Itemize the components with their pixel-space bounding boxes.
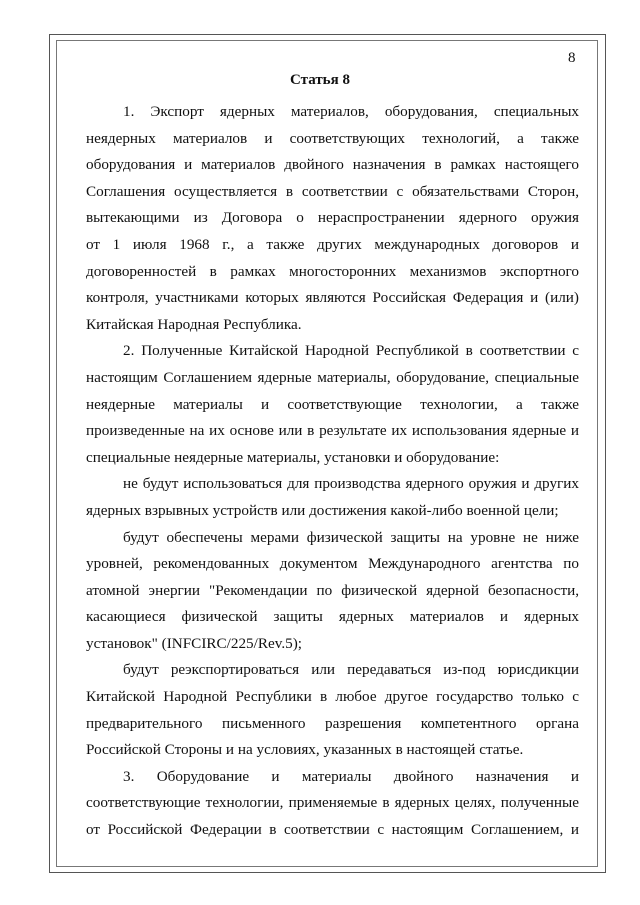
text-line: неядерные материалы и соответствующие технологии, а также [86,395,579,413]
text-line: от Российской Федерации в соответствии с настоящим Соглашением, и [86,821,579,839]
text-line: соответствующие технологии, применяемые в ядерных целях, полученные [86,794,579,812]
text-line: оборудования и материалов двойного назначения в рамках настоящего [86,156,579,174]
text-line: от 1 июля 1968 г., а также других международных договоров и [86,235,579,253]
article-body [86,99,579,844]
text-line: 3. Оборудование и материалы двойного назначения и [123,767,579,785]
text-line: уровней, рекомендованных документом Международного агентства по [86,555,579,573]
text-line: предварительного письменного разрешения компетентного органа [86,714,579,732]
text-line: Российской Стороны и на условиях, указанных в настоящей статье. [86,741,524,759]
text-line: Китайская Народная Республика. [86,315,302,333]
text-line: будут обеспечены мерами физической защиты на уровне не ниже [123,528,579,546]
article-title: Статья 8 [290,72,350,88]
text-line: договоренностей в рамках многосторонних механизмов экспортного [86,262,579,280]
text-line: специальные неядерные материалы, установки и оборудование: [86,448,500,466]
page-number: 8 [568,50,576,66]
text-line: 2. Полученные Китайской Народной Республикой в соответствии с [123,342,579,360]
text-line: касающиеся физической защиты ядерных материалов и ядерных [86,608,579,626]
text-line: неядерных материалов и соответствующих технологий, а также [86,129,579,147]
text-line: установок" (INFCIRC/225/Rev.5); [86,634,302,652]
text-line: будут реэкспортироваться или передаваться из-под юрисдикции [123,661,579,679]
text-line: Китайской Народной Республики в любое другое государство только с [86,688,579,706]
text-line: контроля, участниками которых являются Российская Федерация и (или) [86,289,579,307]
text-line: 1. Экспорт ядерных материалов, оборудования, специальных [123,103,579,120]
text-line: Соглашения осуществляется в соответствии с обязательствами Сторон, [86,182,579,200]
text-line: атомной энергии "Рекомендации по физической ядерной безопасности, [86,581,579,599]
text-line: не будут использоваться для производства ядерного оружия и других [123,475,579,493]
text-line: ядерных взрывных устройств или достижения какой-либо военной цели; [86,501,559,519]
text-line: произведенные на их основе или в результате их использования ядерные и [86,422,579,440]
text-line: настоящим Соглашением ядерные материалы, оборудование, специальные [86,368,579,386]
text-line: вытекающими из Договора о нераспространении ядерного оружия [86,209,579,227]
